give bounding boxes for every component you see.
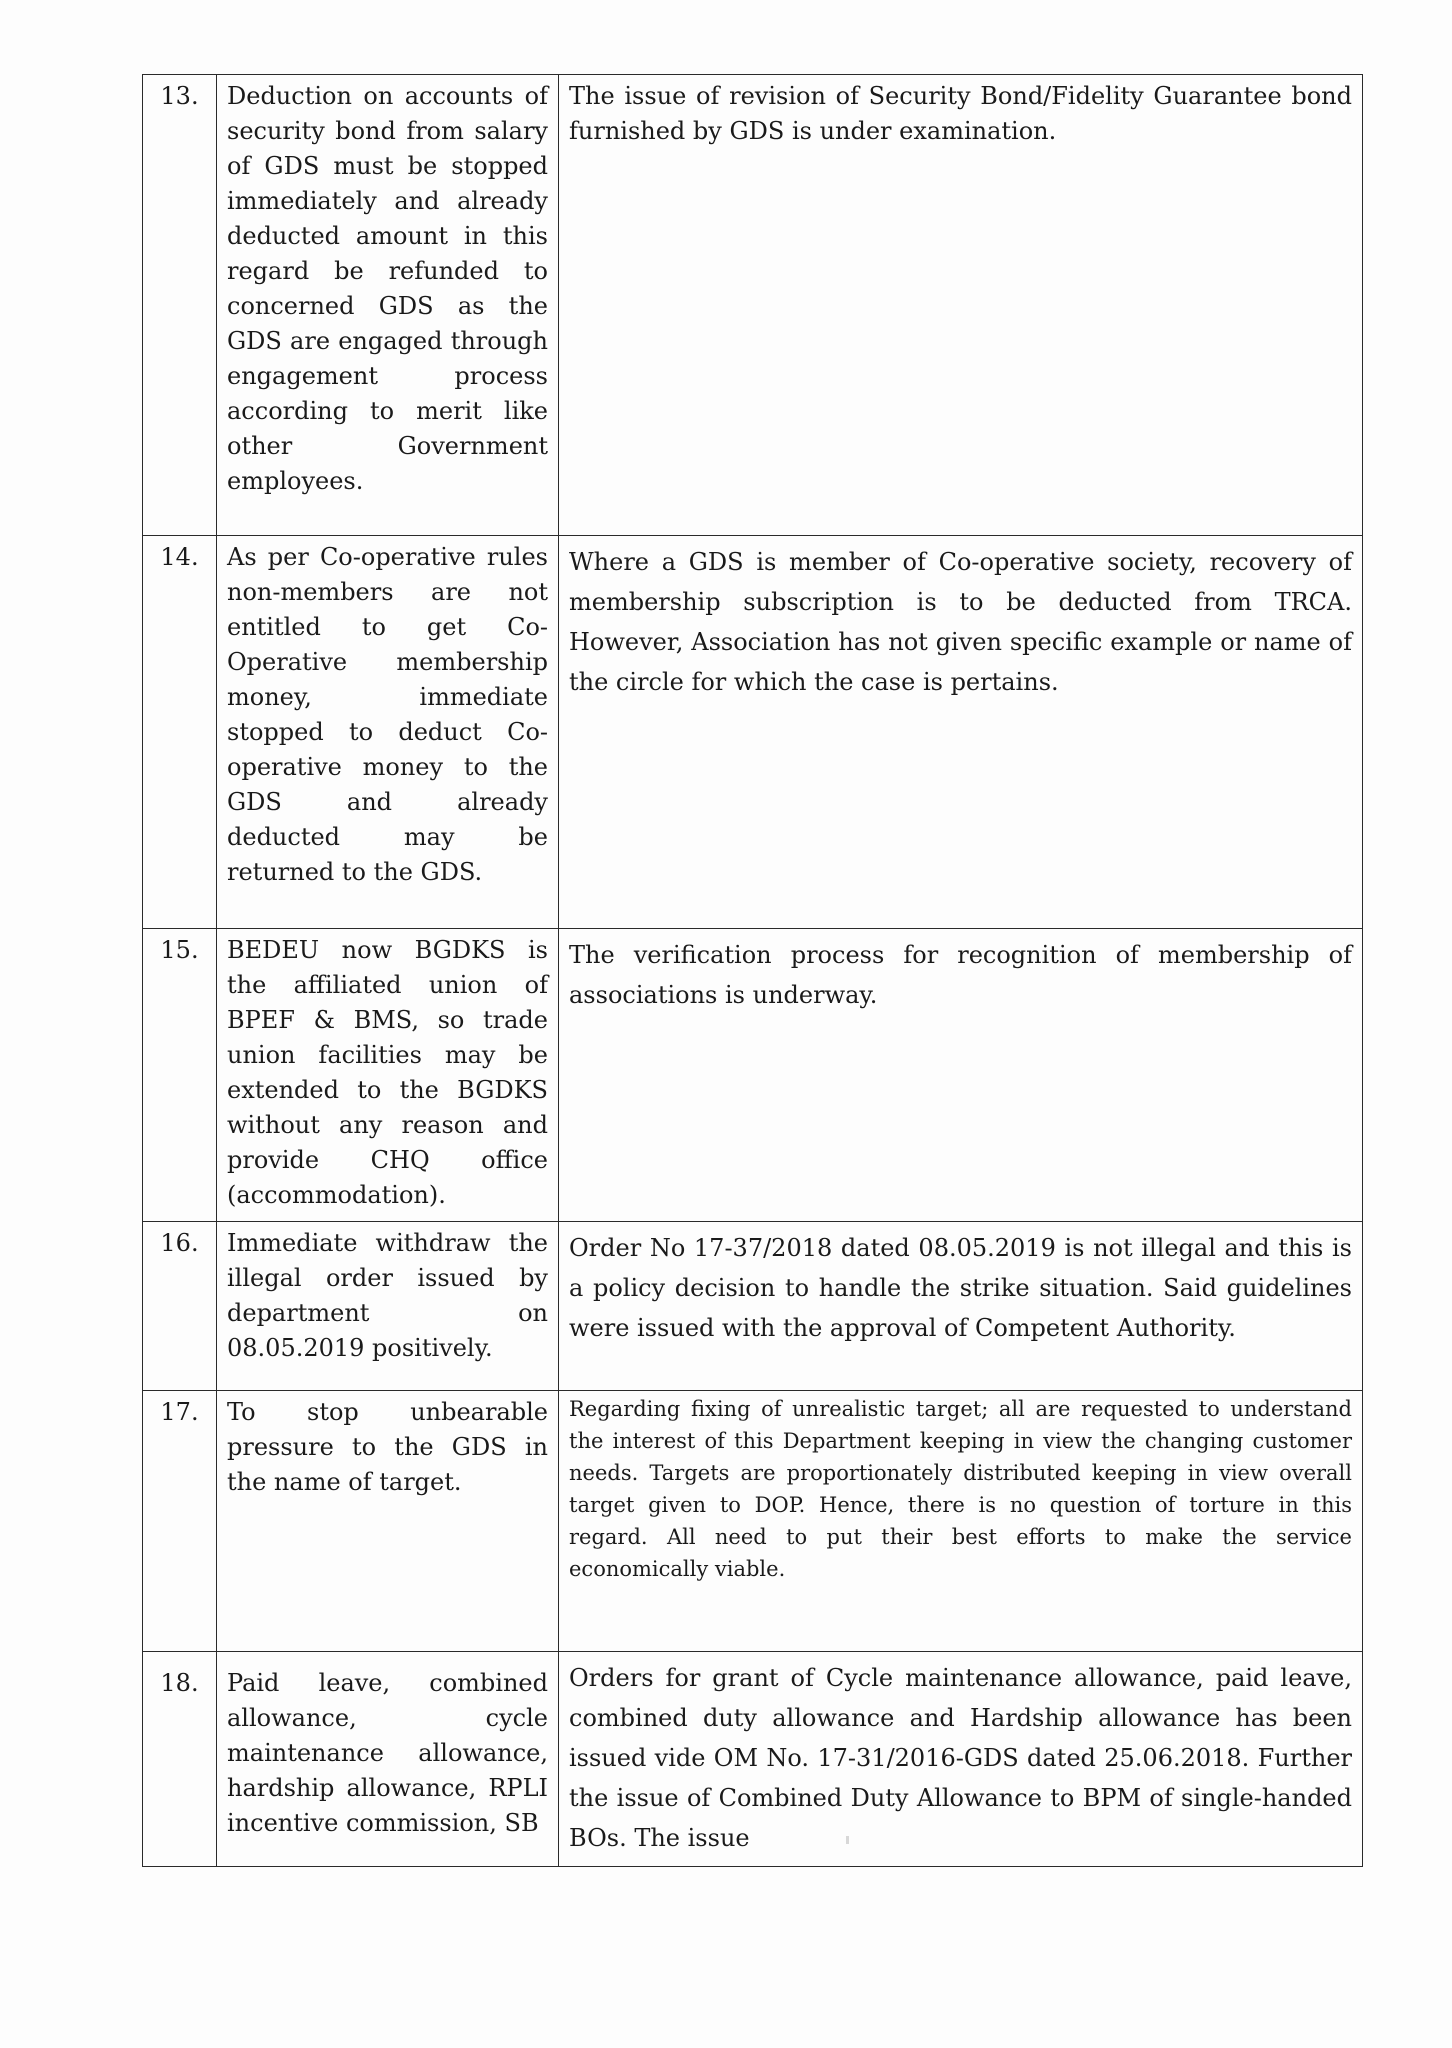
- demand-text: To stop unbearable pressure to the GDS in the name of target.: [217, 1391, 559, 1652]
- demand-text: Immediate withdraw the illegal order issued by department on 08.05.2019 positively.: [217, 1222, 559, 1391]
- table-row: [143, 75, 1363, 536]
- reply-text: Orders for grant of Cycle maintenance allowance, paid leave, combined duty allowance and Hardship allowance has been issued vide OM No. 17-31/2016-GDS dated 25.06.2018. Further the issue of Combined Duty Allowance to BPM of single-handed BOs. The issue: [559, 1652, 1363, 1867]
- item-number: 15.: [143, 929, 217, 1222]
- table-row: [143, 929, 1363, 1222]
- scan-speck: [846, 1836, 849, 1844]
- item-number: 14.: [143, 536, 217, 929]
- demands-reply-table: [142, 74, 1363, 1867]
- reply-text: Regarding fixing of unrealistic target; all are requested to understand the interest of this Department keeping in view the changing customer needs. Targets are proportionately distributed keeping in view overall target given to DOP. Hence, there is no question of torture in this regard. All need to put their best efforts to make the service economically viable.: [559, 1391, 1363, 1652]
- reply-text: Where a GDS is member of Co-operative society, recovery of membership subscription is to be deducted from TRCA. However, Association has not given specific example or name of the circle for which the case is pertains.: [559, 536, 1363, 929]
- demand-text: As per Co-operative rules non-members are not entitled to get Co-Operative membership money, immediate stopped to deduct Co-operative money to the GDS and already deducted may be returned to the GDS.: [217, 536, 559, 929]
- table-row: [143, 536, 1363, 929]
- demand-text: Paid leave, combined allowance, cycle maintenance allowance, hardship allowance, RPLI incentive commission, SB: [217, 1652, 559, 1867]
- item-number: 17.: [143, 1391, 217, 1652]
- item-number: 13.: [143, 75, 217, 536]
- item-number: 18.: [143, 1652, 217, 1867]
- table-row: [143, 1652, 1363, 1867]
- reply-text: The issue of revision of Security Bond/Fidelity Guarantee bond furnished by GDS is under examination.: [559, 75, 1363, 536]
- demand-text: Deduction on accounts of security bond from salary of GDS must be stopped immediately and already deducted amount in this regard be refunded to concerned GDS as the GDS are engaged through engagement process according to merit like other Government employees.: [217, 75, 559, 536]
- reply-text: The verification process for recognition of membership of associations is underway.: [559, 929, 1363, 1222]
- demand-text: BEDEU now BGDKS is the affiliated union of BPEF & BMS, so trade union facilities may be extended to the BGDKS without any reason and provide CHQ office (accommodation).: [217, 929, 559, 1222]
- item-number: 16.: [143, 1222, 217, 1391]
- table-row: [143, 1222, 1363, 1391]
- table-row: [143, 1391, 1363, 1652]
- reply-text: Order No 17-37/2018 dated 08.05.2019 is not illegal and this is a policy decision to handle the strike situation. Said guidelines were issued with the approval of Competent Authority.: [559, 1222, 1363, 1391]
